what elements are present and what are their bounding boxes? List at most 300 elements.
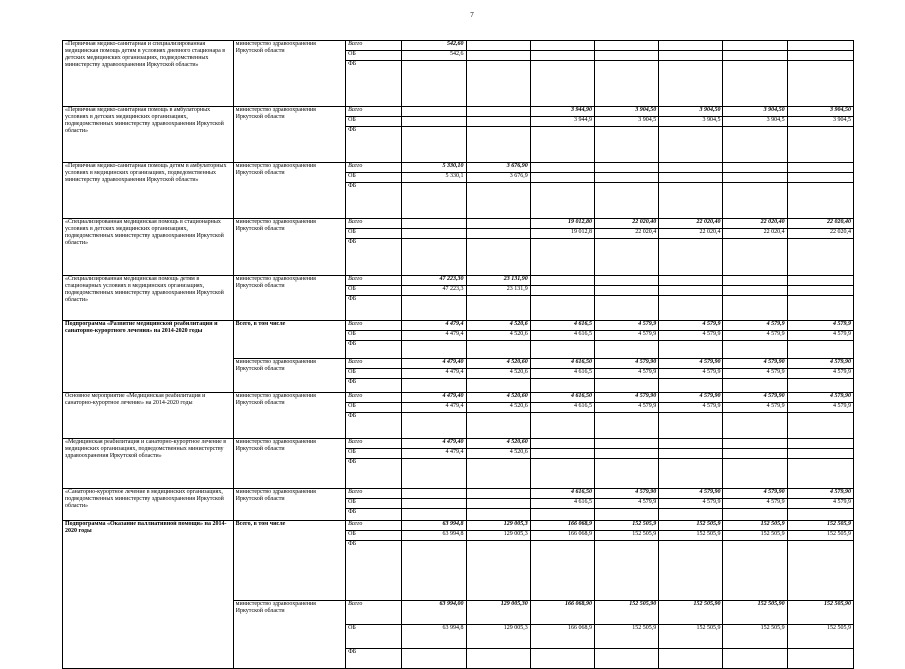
amount-cell bbox=[659, 41, 723, 51]
amount-cell bbox=[466, 459, 530, 489]
amount-cell: 23 131,9 bbox=[466, 286, 530, 296]
amount-cell: 4 579,90 bbox=[723, 489, 787, 499]
amount-cell: 152 505,9 bbox=[594, 521, 658, 531]
amount-cell bbox=[530, 439, 594, 449]
executor-cell: министерство здравоохранения Иркутской области bbox=[233, 219, 345, 276]
amount-cell bbox=[466, 51, 530, 61]
amount-cell bbox=[594, 173, 658, 183]
amount-cell bbox=[787, 41, 853, 51]
amount-cell bbox=[530, 341, 594, 359]
amount-cell: 4 616,5 bbox=[530, 331, 594, 341]
amount-cell: 129 005,3 bbox=[466, 521, 530, 531]
amount-cell bbox=[466, 229, 530, 239]
amount-cell bbox=[659, 183, 723, 219]
amount-cell bbox=[723, 459, 787, 489]
amount-cell bbox=[723, 183, 787, 219]
amount-cell bbox=[723, 163, 787, 173]
amount-cell bbox=[787, 296, 853, 321]
amount-cell: 63 994,8 bbox=[402, 531, 466, 541]
amount-cell: 4 579,9 bbox=[659, 403, 723, 413]
amount-cell: 152 505,9 bbox=[659, 625, 723, 649]
funding-source-label: Всего bbox=[346, 321, 402, 331]
amount-cell: 4 479,4 bbox=[402, 449, 466, 459]
amount-cell: 4 479,40 bbox=[402, 439, 466, 449]
amount-cell: 4 579,90 bbox=[659, 489, 723, 499]
amount-cell: 4 479,4 bbox=[402, 321, 466, 331]
amount-cell bbox=[466, 239, 530, 276]
funding-source-label: Всего bbox=[346, 107, 402, 117]
amount-cell: 19 012,8 bbox=[530, 229, 594, 239]
amount-cell bbox=[787, 286, 853, 296]
amount-cell bbox=[530, 239, 594, 276]
funding-source-label: ФБ bbox=[346, 379, 402, 393]
executor-cell: министерство здравоохранения Иркутской области bbox=[233, 163, 345, 219]
amount-cell bbox=[466, 41, 530, 51]
amount-cell bbox=[466, 296, 530, 321]
funding-source-label: ФБ bbox=[346, 459, 402, 489]
amount-cell: 4 479,4 bbox=[402, 369, 466, 379]
amount-cell: 4 616,50 bbox=[530, 489, 594, 499]
amount-cell bbox=[723, 296, 787, 321]
table-row bbox=[63, 276, 854, 286]
amount-cell bbox=[594, 51, 658, 61]
funding-source-label: ОБ bbox=[346, 499, 402, 509]
amount-cell bbox=[402, 379, 466, 393]
amount-cell bbox=[466, 219, 530, 229]
amount-cell bbox=[594, 183, 658, 219]
amount-cell bbox=[787, 413, 853, 439]
amount-cell: 4 579,9 bbox=[594, 403, 658, 413]
amount-cell: 3 944,90 bbox=[530, 107, 594, 117]
amount-cell bbox=[723, 276, 787, 286]
amount-cell: 3 904,5 bbox=[659, 117, 723, 127]
amount-cell bbox=[594, 439, 658, 449]
amount-cell: 4 479,4 bbox=[402, 403, 466, 413]
amount-cell: 4 616,5 bbox=[530, 321, 594, 331]
amount-cell: 4 520,6 bbox=[466, 369, 530, 379]
amount-cell bbox=[659, 61, 723, 107]
funding-source-label: Всего bbox=[346, 393, 402, 403]
amount-cell: 4 579,90 bbox=[594, 393, 658, 403]
amount-cell: 22 020,40 bbox=[659, 219, 723, 229]
amount-cell bbox=[402, 296, 466, 321]
amount-cell bbox=[530, 41, 594, 51]
amount-cell bbox=[402, 117, 466, 127]
funding-source-label: ОБ bbox=[346, 229, 402, 239]
amount-cell: 4 520,6 bbox=[466, 403, 530, 413]
amount-cell bbox=[659, 541, 723, 601]
amount-cell bbox=[402, 341, 466, 359]
amount-cell: 152 505,90 bbox=[659, 601, 723, 625]
amount-cell: 152 505,9 bbox=[594, 531, 658, 541]
amount-cell bbox=[466, 509, 530, 521]
funding-source-label: Всего bbox=[346, 521, 402, 531]
amount-cell: 166 068,9 bbox=[530, 531, 594, 541]
amount-cell bbox=[594, 276, 658, 286]
amount-cell: 19 012,80 bbox=[530, 219, 594, 229]
amount-cell bbox=[402, 413, 466, 439]
amount-cell bbox=[723, 61, 787, 107]
amount-cell bbox=[659, 51, 723, 61]
table-row bbox=[63, 321, 854, 331]
amount-cell: 3 904,5 bbox=[723, 117, 787, 127]
amount-cell bbox=[530, 296, 594, 321]
amount-cell bbox=[723, 127, 787, 163]
amount-cell bbox=[530, 276, 594, 286]
amount-cell: 166 068,9 bbox=[530, 625, 594, 649]
amount-cell: 4 579,9 bbox=[594, 369, 658, 379]
amount-cell: 152 505,9 bbox=[787, 531, 853, 541]
amount-cell bbox=[530, 127, 594, 163]
amount-cell: 4 479,4 bbox=[402, 331, 466, 341]
funding-source-label: ФБ bbox=[346, 127, 402, 163]
amount-cell bbox=[659, 649, 723, 669]
amount-cell: 152 505,9 bbox=[787, 521, 853, 531]
amount-cell: 22 020,40 bbox=[594, 219, 658, 229]
event-name: «Специализированная медицинская помощь детям в стационарных условиях в медицинских организациях, подведомственных министерству здравоохранения Иркутской области» bbox=[63, 276, 234, 321]
executor-cell: Всего, в том числе bbox=[233, 321, 345, 359]
amount-cell bbox=[659, 286, 723, 296]
amount-cell bbox=[402, 229, 466, 239]
amount-cell bbox=[723, 173, 787, 183]
amount-cell bbox=[466, 61, 530, 107]
amount-cell bbox=[659, 127, 723, 163]
amount-cell: 166 068,9 bbox=[530, 521, 594, 531]
funding-source-label: Всего bbox=[346, 41, 402, 51]
funding-source-label: Всего bbox=[346, 276, 402, 286]
table-row bbox=[63, 163, 854, 173]
amount-cell bbox=[530, 173, 594, 183]
amount-cell bbox=[723, 379, 787, 393]
amount-cell bbox=[466, 649, 530, 669]
table-row bbox=[63, 219, 854, 229]
amount-cell bbox=[723, 509, 787, 521]
funding-source-label: ОБ bbox=[346, 531, 402, 541]
amount-cell: 152 505,90 bbox=[723, 601, 787, 625]
amount-cell: 4 579,9 bbox=[594, 331, 658, 341]
amount-cell bbox=[659, 173, 723, 183]
amount-cell bbox=[659, 276, 723, 286]
event-name: «Первичная медико-санитарная и специализированная медицинская помощь детям в условиях дневного стационара в детских медицинских организациях, подведомственных министерству здравоохранения Иркутской области» bbox=[63, 41, 234, 107]
funding-source-label: ФБ bbox=[346, 296, 402, 321]
funding-source-label: ФБ bbox=[346, 61, 402, 107]
amount-cell: 4 579,90 bbox=[723, 393, 787, 403]
amount-cell bbox=[787, 183, 853, 219]
amount-cell bbox=[402, 127, 466, 163]
amount-cell: 4 579,9 bbox=[659, 321, 723, 331]
amount-cell bbox=[787, 649, 853, 669]
amount-cell: 4 579,9 bbox=[659, 499, 723, 509]
amount-cell: 152 505,90 bbox=[787, 601, 853, 625]
amount-cell: 3 904,5 bbox=[787, 117, 853, 127]
amount-cell bbox=[594, 459, 658, 489]
executor-cell: министерство здравоохранения Иркутской области bbox=[233, 439, 345, 489]
funding-source-label: ОБ bbox=[346, 625, 402, 649]
amount-cell bbox=[659, 439, 723, 449]
amount-cell bbox=[594, 296, 658, 321]
amount-cell: 4 579,90 bbox=[659, 393, 723, 403]
amount-cell: 5 330,1 bbox=[402, 173, 466, 183]
amount-cell bbox=[402, 219, 466, 229]
amount-cell: 4 616,5 bbox=[530, 499, 594, 509]
amount-cell bbox=[594, 61, 658, 107]
executor-cell: министерство здравоохранения Иркутской области bbox=[233, 601, 345, 669]
amount-cell: 4 520,6 bbox=[466, 321, 530, 331]
amount-cell bbox=[787, 379, 853, 393]
amount-cell: 3 676,90 bbox=[466, 163, 530, 173]
amount-cell bbox=[787, 449, 853, 459]
amount-cell bbox=[594, 413, 658, 439]
amount-cell bbox=[594, 541, 658, 601]
amount-cell: 542,60 bbox=[402, 41, 466, 51]
amount-cell: 22 020,4 bbox=[594, 229, 658, 239]
amount-cell: 3 904,50 bbox=[659, 107, 723, 117]
amount-cell: 47 223,30 bbox=[402, 276, 466, 286]
amount-cell: 3 904,50 bbox=[594, 107, 658, 117]
executor-cell: министерство здравоохранения Иркутской области bbox=[233, 359, 345, 393]
amount-cell: 4 579,90 bbox=[594, 489, 658, 499]
amount-cell bbox=[787, 509, 853, 521]
amount-cell bbox=[402, 459, 466, 489]
funding-source-label: Всего bbox=[346, 439, 402, 449]
amount-cell: 4 579,9 bbox=[659, 369, 723, 379]
amount-cell: 129 005,3 bbox=[466, 531, 530, 541]
amount-cell: 4 616,50 bbox=[530, 359, 594, 369]
event-name: Основное мероприятие «Медицинская реабилитация и санаторно-курортное лечение» на 2014-2020 годы bbox=[63, 393, 234, 439]
amount-cell: 4 579,9 bbox=[723, 321, 787, 331]
executor-cell: Всего, в том числе bbox=[233, 521, 345, 601]
amount-cell: 4 579,9 bbox=[594, 321, 658, 331]
amount-cell bbox=[594, 163, 658, 173]
funding-source-label: ОБ bbox=[346, 173, 402, 183]
amount-cell bbox=[530, 163, 594, 173]
amount-cell: 5 330,10 bbox=[402, 163, 466, 173]
amount-cell: 4 520,6 bbox=[466, 449, 530, 459]
amount-cell bbox=[402, 183, 466, 219]
amount-cell: 4 616,5 bbox=[530, 403, 594, 413]
amount-cell bbox=[466, 127, 530, 163]
amount-cell: 23 131,90 bbox=[466, 276, 530, 286]
amount-cell: 4 579,9 bbox=[594, 499, 658, 509]
amount-cell bbox=[723, 239, 787, 276]
amount-cell bbox=[659, 459, 723, 489]
amount-cell: 4 520,60 bbox=[466, 439, 530, 449]
amount-cell: 4 579,90 bbox=[787, 489, 853, 499]
amount-cell: 152 505,9 bbox=[659, 531, 723, 541]
amount-cell bbox=[787, 439, 853, 449]
amount-cell bbox=[787, 239, 853, 276]
amount-cell: 152 505,9 bbox=[787, 625, 853, 649]
table-row bbox=[63, 489, 854, 499]
table-row bbox=[63, 521, 854, 531]
funding-source-label: ОБ bbox=[346, 331, 402, 341]
amount-cell: 4 579,90 bbox=[787, 359, 853, 369]
amount-cell bbox=[594, 379, 658, 393]
event-name: «Первичная медико-санитарная помощь в амбулаторных условиях в детских медицинских организациях, подведомственных министерству здравоохранения Иркутской области» bbox=[63, 107, 234, 163]
amount-cell: 152 505,9 bbox=[723, 521, 787, 531]
funding-source-label: Всего bbox=[346, 489, 402, 499]
executor-cell: министерство здравоохранения Иркутской области bbox=[233, 393, 345, 439]
amount-cell: 4 520,60 bbox=[466, 359, 530, 369]
amount-cell: 4 579,9 bbox=[787, 321, 853, 331]
amount-cell bbox=[402, 61, 466, 107]
amount-cell: 152 505,9 bbox=[723, 531, 787, 541]
amount-cell: 4 579,9 bbox=[787, 369, 853, 379]
amount-cell: 63 994,00 bbox=[402, 601, 466, 625]
funding-source-label: ОБ bbox=[346, 117, 402, 127]
amount-cell bbox=[466, 489, 530, 499]
amount-cell bbox=[402, 489, 466, 499]
amount-cell bbox=[659, 509, 723, 521]
funding-source-label: Всего bbox=[346, 601, 402, 625]
amount-cell: 166 068,90 bbox=[530, 601, 594, 625]
amount-cell bbox=[530, 286, 594, 296]
amount-cell bbox=[466, 183, 530, 219]
amount-cell: 3 904,5 bbox=[594, 117, 658, 127]
amount-cell: 129 005,30 bbox=[466, 601, 530, 625]
amount-cell bbox=[466, 541, 530, 601]
executor-cell: министерство здравоохранения Иркутской области bbox=[233, 276, 345, 321]
table-row bbox=[63, 439, 854, 449]
amount-cell bbox=[659, 341, 723, 359]
amount-cell: 3 676,9 bbox=[466, 173, 530, 183]
amount-cell bbox=[402, 239, 466, 276]
amount-cell bbox=[723, 541, 787, 601]
funding-source-label: ФБ bbox=[346, 541, 402, 601]
amount-cell: 4 579,90 bbox=[594, 359, 658, 369]
funding-source-label: ФБ bbox=[346, 239, 402, 276]
amount-cell: 22 020,4 bbox=[659, 229, 723, 239]
amount-cell bbox=[402, 499, 466, 509]
executor-cell: министерство здравоохранения Иркутской области bbox=[233, 489, 345, 521]
amount-cell bbox=[723, 51, 787, 61]
amount-cell bbox=[723, 649, 787, 669]
amount-cell: 3 904,50 bbox=[723, 107, 787, 117]
amount-cell bbox=[466, 379, 530, 393]
amount-cell bbox=[787, 341, 853, 359]
amount-cell bbox=[594, 239, 658, 276]
amount-cell: 4 520,60 bbox=[466, 393, 530, 403]
amount-cell bbox=[659, 239, 723, 276]
funding-source-label: ОБ bbox=[346, 286, 402, 296]
funding-source-label: ФБ bbox=[346, 183, 402, 219]
amount-cell: 4 579,9 bbox=[787, 403, 853, 413]
amount-cell: 152 505,9 bbox=[594, 625, 658, 649]
amount-cell: 4 579,90 bbox=[787, 393, 853, 403]
amount-cell bbox=[787, 163, 853, 173]
funding-source-label: ФБ bbox=[346, 341, 402, 359]
amount-cell bbox=[402, 509, 466, 521]
amount-cell: 4 616,5 bbox=[530, 369, 594, 379]
amount-cell: 4 579,9 bbox=[723, 331, 787, 341]
budget-table bbox=[62, 40, 854, 669]
event-name: «Специализированная медицинская помощь в стационарных условиях в детских медицинских организациях, подведомственных министерству здравоохранения Иркутской области» bbox=[63, 219, 234, 276]
amount-cell: 22 020,40 bbox=[723, 219, 787, 229]
amount-cell: 4 479,40 bbox=[402, 393, 466, 403]
funding-source-label: ОБ bbox=[346, 449, 402, 459]
amount-cell bbox=[659, 413, 723, 439]
amount-cell: 3 904,50 bbox=[787, 107, 853, 117]
amount-cell: 4 579,9 bbox=[659, 331, 723, 341]
amount-cell: 4 579,9 bbox=[787, 331, 853, 341]
amount-cell: 4 579,9 bbox=[723, 499, 787, 509]
event-name: «Санаторно-курортное лечение в медицинских организациях, подведомственных министерству здравоохранения Иркутской области» bbox=[63, 489, 234, 521]
amount-cell bbox=[723, 439, 787, 449]
event-name: «Медицинская реабилитация и санаторно-курортное лечение в медицинских организациях, подведомственных министерству здравоохранения Иркутской области» bbox=[63, 439, 234, 489]
amount-cell bbox=[594, 509, 658, 521]
amount-cell bbox=[530, 61, 594, 107]
budget-table-body bbox=[63, 41, 854, 669]
table-row bbox=[63, 393, 854, 403]
amount-cell: 47 223,3 bbox=[402, 286, 466, 296]
amount-cell bbox=[466, 117, 530, 127]
amount-cell: 129 005,3 bbox=[466, 625, 530, 649]
event-name: «Первичная медико-санитарная помощь детям в амбулаторных условиях в медицинских организациях, подведомственных министерству здравоохранения Иркутской области» bbox=[63, 163, 234, 219]
executor-cell: министерство здравоохранения Иркутской области bbox=[233, 41, 345, 107]
amount-cell bbox=[723, 413, 787, 439]
table-row bbox=[63, 107, 854, 117]
amount-cell bbox=[594, 341, 658, 359]
amount-cell bbox=[594, 127, 658, 163]
amount-cell: 63 994,8 bbox=[402, 625, 466, 649]
amount-cell bbox=[594, 649, 658, 669]
funding-source-label: ОБ bbox=[346, 369, 402, 379]
amount-cell bbox=[466, 499, 530, 509]
amount-cell bbox=[530, 649, 594, 669]
funding-source-label: ФБ bbox=[346, 509, 402, 521]
amount-cell: 4 579,90 bbox=[659, 359, 723, 369]
funding-source-label: Всего bbox=[346, 163, 402, 173]
funding-source-label: Всего bbox=[346, 359, 402, 369]
amount-cell: 4 579,9 bbox=[723, 403, 787, 413]
amount-cell: 4 479,40 bbox=[402, 359, 466, 369]
amount-cell bbox=[594, 41, 658, 51]
amount-cell: 152 505,9 bbox=[659, 521, 723, 531]
amount-cell: 22 020,40 bbox=[787, 219, 853, 229]
funding-source-label: ФБ bbox=[346, 413, 402, 439]
amount-cell: 4 579,9 bbox=[723, 369, 787, 379]
amount-cell bbox=[787, 276, 853, 286]
amount-cell bbox=[466, 341, 530, 359]
amount-cell bbox=[402, 107, 466, 117]
amount-cell bbox=[723, 286, 787, 296]
funding-source-label: ФБ bbox=[346, 649, 402, 669]
amount-cell bbox=[787, 459, 853, 489]
event-name: Подпрограмма «Оказание паллиативной помощи» на 2014-2020 годы bbox=[63, 521, 234, 669]
amount-cell: 3 944,9 bbox=[530, 117, 594, 127]
amount-cell bbox=[787, 541, 853, 601]
amount-cell bbox=[530, 449, 594, 459]
amount-cell bbox=[402, 649, 466, 669]
amount-cell: 4 616,50 bbox=[530, 393, 594, 403]
amount-cell bbox=[787, 127, 853, 163]
amount-cell bbox=[594, 449, 658, 459]
amount-cell bbox=[530, 509, 594, 521]
amount-cell bbox=[530, 379, 594, 393]
funding-source-label: ОБ bbox=[346, 403, 402, 413]
amount-cell: 542,6 bbox=[402, 51, 466, 61]
amount-cell bbox=[659, 163, 723, 173]
amount-cell bbox=[659, 449, 723, 459]
funding-source-label: ОБ bbox=[346, 51, 402, 61]
amount-cell: 4 579,90 bbox=[723, 359, 787, 369]
amount-cell: 63 994,8 bbox=[402, 521, 466, 531]
table-row bbox=[63, 41, 854, 51]
funding-source-label: Всего bbox=[346, 219, 402, 229]
amount-cell bbox=[787, 173, 853, 183]
amount-cell bbox=[723, 449, 787, 459]
amount-cell bbox=[530, 413, 594, 439]
